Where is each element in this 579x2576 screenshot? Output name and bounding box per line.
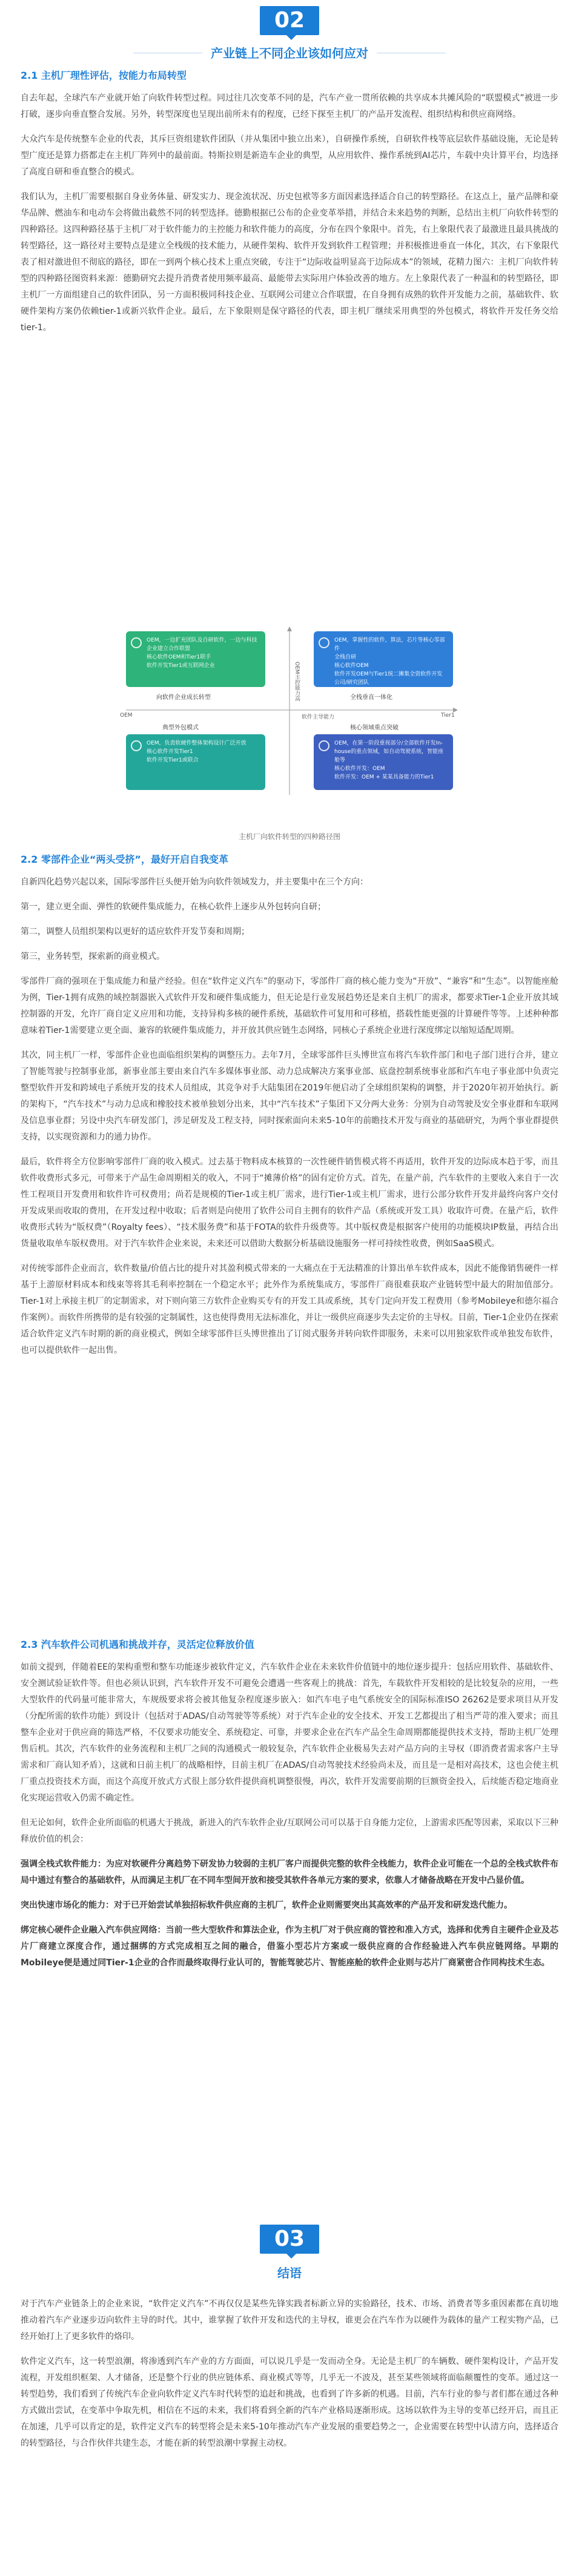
quadrant-text: OEM，负责软硬件整体架构设计广泛开放 核心软件开发Tier1 软件开发Tier1或联合: [147, 740, 246, 763]
section-title: 结语: [277, 2266, 302, 2280]
paragraph: 大众汽车是传统整车企业的代表，其斥巨资组建软件团队（并从集团中独立出来），自研操作系统，自研软件栈等底层软件基础设施，无论是转型广度还是算力搭都走在主机厂阵列中的最前面。特斯拉则是新造车企业的典型，从应用软件、操作系统到AI芯片，车载中央计算平台，均选择了高度自研和垂直整合的模式。: [21, 134, 558, 177]
quadrant-text: OEM，掌握性的软件，算法，芯片等核心零部件 全栈自研 核心软件OEM 软件开发OEM与Tier1统二摊集全资软件开发公司/研究团队: [334, 637, 445, 686]
section-title: [0, 44, 579, 61]
paragraph: 自新四化趋势兴起以来，国际零部件巨头便开始为向软件领域发力，并主要集中在三个方向：: [21, 877, 368, 887]
axis-label-right: Tier1: [441, 712, 455, 719]
subsection-2-3: [21, 1637, 558, 1971]
section-03-header: [0, 2225, 579, 2281]
quadrant-label: 核心领域重点突破: [350, 725, 399, 731]
diagram-caption: 主机厂向软件转型的四种路径图: [238, 832, 340, 841]
paragraph: 第二，调整人员组织架构以更好的适应软件开发节奏和周期；: [21, 927, 250, 937]
subsection-heading: 2.3 汽车软件公司机遇和挑战并存，灵活定位释放价值: [21, 1639, 254, 1650]
paragraph: 突出快速市场化的能力：对于已开始尝试单独招标软件供应商的主机厂，软件企业则需要突出其高效率的产品开发和研发迭代能力。: [21, 1900, 512, 1910]
subsection-2-1: [21, 68, 558, 336]
paragraph: 但无论如何，软件企业所面临的机遇大于挑战，新进入的汽车软件企业/互联网公司可以基于自身能力定位，上游需求匹配等因素，采取以下三种释放价值的机会：: [21, 1818, 558, 1844]
paragraph: 绑定核心硬件企业融入汽车供应网络：当前一些大型软件和算法企业，作为主机厂对于供应商的管控和准入方式，选择和优秀自主硬件企业及芯片厂商建立深度合作，通过捆绑的方式完成相互之间的融合，借鉴小型芯片方案或一级供应商的合作经验进入汽车供应链网络。早期的Mobileye便是通过同Tier-1企业的合作而最终取得行业认可的，智能驾驶芯片、智能座舱的软件企业则与芯片厂商紧密合作同构技术生态。: [21, 1925, 558, 1968]
quadrant-label: 向软件企业成长转型: [156, 694, 211, 701]
quadrant-text: OEM，在第一阶段重视部分/全部软件开发In-house的重点领域，如自动驾驶系统，智能座舱等 核心软件开发：OEM 软件开发：OEM + 某某具备能力的Tier1: [334, 740, 444, 780]
arrow-right-icon: [453, 708, 458, 712]
axis-label-vertical: OEM主控能力高: [294, 662, 300, 702]
axis-label-middle: 软件主导能力: [302, 714, 335, 720]
section-02-header: [0, 6, 579, 61]
paragraph: 我们认为，主机厂需要根据自身业务体量、研发实力、现金流状况、历史包袱等多方面因素选择适合自己的转型路径。在这点上，量产品牌和豪华品牌、燃油车和电动车会将做出截然不同的转型选择。德勤根据已公布的企业变革举措，并结合未来趋势的判断，总结出主机厂向软件转型的四种路径。这四种路径基于主机厂对于软件能力的主控能力和软件能力的高度，分布在四个象限中。首先，右上象限代表了最激进且最具挑战的转型路径，这一路径对主要特点是建立全栈级的技术能力，从硬件架构、软件开发到软件工程管理；并积极推进垂直一体化，其次，右下象限代表了相对激进但不彻底的路径，即在一到两个核心技术上重点突破，专注于“边际收益明显高于边际成本”的领域，花精力图六：主机厂向软件转型的四种路径图资料来源：德勤研究去提升消费者使用频率最高、最能带去实际用户体验改善的地方。左上象限代表了一种温和的转型路径，即主机厂一方面组建自己的软件团队，另一方面积极同科技企业、互联网公司建立合作联盟，在自身拥有成熟的软件开发能力之前，基础软件、软硬件架构方案仍依赖tier-1或新兴软件企业。最后，左下象限则是保守路径的代表，即主机厂继续采用典型的外包模式，将软件开发任务交给tier-1。: [21, 192, 558, 333]
four-paths-diagram: [0, 625, 579, 842]
subsection-heading: 2.1 主机厂理性评估，按能力布局转型: [21, 70, 187, 81]
section-number-badge: 02: [260, 6, 319, 35]
paragraph: 对传统零部件企业而言，软件数量/价值占比的提升对其盈利模式带来的一大痛点在于无法精准的计算出单车软件成本，因此不能像销售硬件一样基于上游原材料成本和线束等将其毛利率控制在一个稳定水平；此外作为系统集成方，零部件厂商很难获取产业链转型中最大的附加值部分。Tier-1对上承接主机厂的定制需求，对下则向第三方软件企业购买专有的开发工具或系统，其专门定向开发工程费用（参考Mobileye和德尔福合作案例）。而软件所携带的是有较强的定制属性，这也使得费用无法标准化，并让一级供应商逐步失去定价的主导权。目前，Tier-1企业仍在探索适合软件定义汽车时期的新的商业模式，例如全球零部件巨头博世推出了订阅式服务并转向软件即服务，未来可以用独家软件或单独发布软件，也可以提供软件一起出售。: [21, 1264, 558, 1355]
paragraph: 自去年起，全球汽车产业就开始了向软件转型过程。同过往几次变革不同的是，汽车产业一贯所依赖的共享成本共摊风险的“联盟模式”被进一步打破，逐步向垂直整合发展。另外，转型深度也呈现出前所未有的程度，已经下探至主机厂的产品开发流程、组织结构和供应商网络。: [21, 93, 558, 119]
quadrant-text: OEM，一边扩充团队及自研软件，一边与科技企业建立合作联盟 核心软件OEM和Tier1联手 软件开发Tier1或互联网企业: [147, 637, 257, 669]
paragraph: 对于汽车产业链条上的企业来说，“软件定义汽车”不再仅仅是某些先锋实践者标新立异的实验路径，技术、市场、消费者等多重因素都在真切地推动着汽车产业逐步迈向软件主导的时代。其中，谁掌握了软件开发和迭代的主导权，谁更会在汽车作为以硬件为载体的量产工程实物产品，已经开始打上了更多软件的烙印。: [21, 2299, 558, 2342]
paragraph: 如前文提到，伴随着EE的架构重塑和整车功能逐步被软件定义，汽车软件企业在未来软件价值链中的地位逐步提升：包括应用软件、基础软件、安全测试验证软件等。但也必须认识到，汽车软件开发不可避免会遭遇一些客观上的挑战：首先，车载软件开发相较的是比较复杂的应用，一些大型软件的代码量可能非常大，车规级要求将会被其他复杂程度逐步嵌入：如汽车电子电气系统安全的国际标准ISO 26262是要求项目从开发（分配所需的软件功能）到设计（包括对于ADAS/自动驾驶等等系统）对于汽车企业的安全技术、开发工艺都提出了相当严苛的准入要求；而且整车企业对于供应商的筛选严格，不仅要求功能安全、系统稳定、可靠，并要求企业在汽车产品全生命周期都能提供技术支持，帮助主机厂处理售后机。其次，汽车软件的业务流程和主机厂之间的沟通模式一般较复杂，汽车软件企业极易失去对产品方向的主导权（即消费者需求客户主导需求和厂商认知矛盾），这就和日前主机厂的战略相悖，目前主机厂在ADAS/自动驾驶技术经验尚未及，而且是一是相对高技术，这也会使主机厂重点投资技术方面，而这个高度开放式方式很上部分软件提供商机调整很慢，再次，软件开发需要前期的巨额资金投入，后续能否稳定地商业化实现运营收入仍需不确定性。: [21, 1662, 558, 1803]
section-title-text: 产业链上不同企业该如何应对: [202, 46, 377, 61]
section-number-badge: 03: [260, 2225, 319, 2254]
paragraph: 其次，同主机厂一样，零部件企业也面临组织架构的调整压力。去年7月，全球零部件巨头博世宣布将汽车软件部门和电子部门进行合并，建立了智能驾驶与控制事业部，新事业部主要由来自汽车多媒体事业部、动力总成解决方案事业部、底盘控制系统事业部和汽车电子事业部中负责完整型软件开发和跨域电子系统开发的技术人员组成，其竞争对手大陆集团在2019年便启动了全球组织架构的调整，并于2020年初开始执行。新的架构下，“汽车技术”与动力总成和橡胶技术被单独划分出来，其中“汽车技术”子集团下又分两大业务：分别为自动驾驶及安全事业群和车联网及信息事业群；另设中央汽车研发部门，涉足研发及工程支持，同时探索面向未来5-10年的前瞻技术开发与商业的基础研究，为两个事业群提供支持，以实现资源和力的通力协作。: [21, 1051, 558, 1142]
quadrant-label: 典型外包模式: [162, 725, 199, 731]
quadrant-label: 全栈垂直一体化: [350, 694, 392, 701]
paragraph: 强调全栈式软件能力：为应对软硬件分离趋势下研发协力较弱的主机厂客户而提供完整的软件全栈能力，软件企业可能在一个总的全栈式软件布局中通过有整合的基础软件，从而满足主机厂在不同车型间开放和接受其软件各单元方案的要求，依靠人才储备战略在开发中凸显价值。: [21, 1859, 558, 1885]
paragraph: 软件定义汽车，这一转型浪潮，将渗透到汽车产业的方方面面，可以说几乎是一发而动全身。无论是主机厂的车辆数、硬件架构设计，产品开发流程，开发组织框架、人才储备，还是整个行业的供应链体系、商业模式等等，几乎无一不波及，甚至某些领域将面临颠覆性的变革。通过这一转型趋势，我们看到了传统汽车企业向软件定义汽车时代转型的追赶和挑战，也看到了许多新的机遇。目前，汽车行业的参与者们都在通过各种方式做出尝试，在变革中争取先机，相信在不远的未来，我们将看到全新的汽车产业格局逐渐形成。这场以软件为主导的变革已经开启，而且正在加速，几乎可以肯定的是，软件定义汽车的转型将会是未来5-10年推动汽车产业发展的重要趋势之一，企业需要在转型中认清方向，选择适合的转型路径，与合作伙伴共建生态，才能在新的转型浪潮中掌握主动权。: [21, 2357, 558, 2448]
arrow-up-icon: [287, 626, 292, 631]
subsection-2-2: [21, 852, 558, 1359]
conclusion: [21, 2296, 558, 2452]
paragraph: 第三，业务转型，探索新的商业模式。: [21, 952, 165, 961]
axis-label-left: OEM: [120, 712, 133, 719]
subsection-heading: 2.2 零部件企业“两头受挤”，最好开启自我变革: [21, 854, 228, 865]
paragraph: 最后，软件将全方位影响零部件厂商的收入模式。过去基于物料成本核算的一次性硬件销售模式将不再适用，软件开发的边际成本趋于零，而且软件收费形式多元，可带来于产品生命周期相关的收入，不同于“摊薄价格”的固有定价方式。首先，在量产前，汽车软件的主要收入来自于一次性工程项目开发费用和软件许可权费用；尚若是规模的Tier-1或主机厂需求，进行Tier-1或主机厂需求，进行公部分软件开发并最终向客户交付开发成果而收取的费用，在开发过程中收取；后者则是向使用了软件公司自主拥有的软件产品（系统或开发工具）收取许可费。在量产后，软件收费形式转为“版权费”（Royalty fees）、“技术服务费”和基于FOTA的软件升级费等。其中版权费是根据客户使用的功能模块IP数量，再结合出货量收取单车版权费用。对于汽车软件企业来说，未来还可以借助大数据分析基础设施服务一样可持续性收费，例如SaaS模式。: [21, 1157, 558, 1249]
paragraph: 零部件厂商的强项在于集成能力和量产经验。但在“软件定义汽车”的驱动下，零部件厂商的核心能力变为“开放”、“兼容”和“生态”。以智能座舱为例，Tier-1拥有成熟的域控制器嵌入式软件开发和硬件集成能力，但无论是行业发展趋势还是来自主机厂的需求，都要求Tier-1企业开放其域控制器的开发，允许厂商自定义应用和功能，支持异构多核的硬件系统，基础软件可复用和可移植，搭载性能更强的计算硬件等等。上述种种都意味着Tier-1需要建立更全面、兼容的软硬件集成能力，并开放其供应链生态网络，同核心子系统企业进行深度绑定以缩短适配周期。: [21, 977, 558, 1035]
paragraph: 第一，建立更全面、弹性的软硬件集成能力，在核心软件上逐步从外包转向自研；: [21, 902, 326, 912]
diagram-axes: [120, 625, 459, 807]
